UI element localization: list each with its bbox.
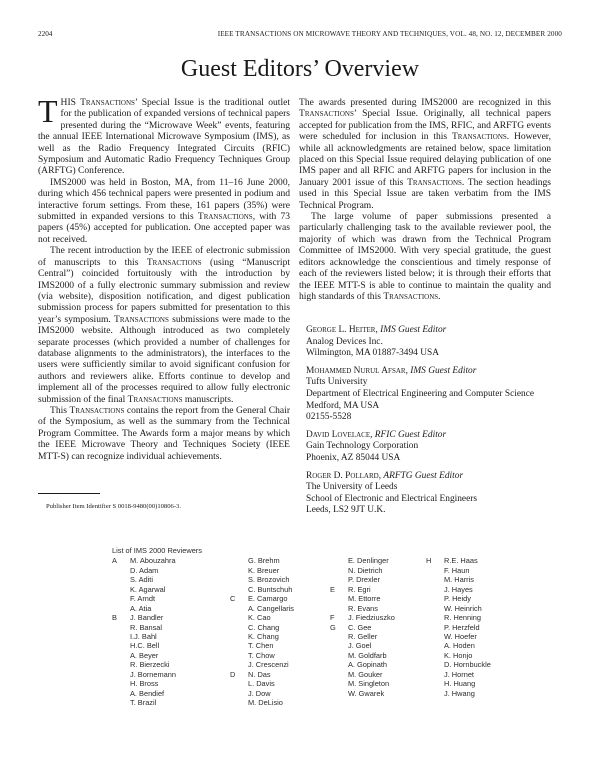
editor-address: Leeds, LS2 9JT U.K.: [306, 505, 386, 516]
reviewers-list: [112, 546, 512, 707]
reviewer-row: [426, 651, 512, 660]
footnote-rule: [38, 493, 100, 494]
editor-address: Medford, MA USA: [306, 400, 380, 411]
reviewer-row: [230, 651, 330, 660]
reviewer-row: [230, 632, 330, 641]
reviewer-row: [230, 670, 330, 679]
reviewer-name: N. Dietrich: [348, 565, 383, 575]
right-column: [299, 97, 551, 302]
reviewer-row: [426, 623, 512, 632]
editor-entry: George L. Heiter, IMS Guest Editor Analog Devices Inc. Wilmington, MA 01887-3494 USA: [306, 325, 566, 360]
reviewer-row: [330, 623, 426, 632]
reviewer-name: J. Hornet: [444, 669, 474, 679]
reviewer-row: [330, 556, 426, 565]
journal-running-title: IEEE TRANSACTIONS ON MICROWAVE THEORY AND TECHNIQUES, VOL. 48, NO. 12, DECEMBER 2000: [217, 30, 562, 38]
reviewer-row: [230, 623, 330, 632]
reviewer-name: M. Singleton: [348, 679, 390, 689]
reviewer-name: K. Chang: [248, 631, 279, 641]
reviewer-row: [426, 670, 512, 679]
reviewer-name: K. Cao: [248, 613, 271, 623]
reviewer-row: [426, 632, 512, 641]
reviewer-row: [112, 575, 230, 584]
reviewer-row: [330, 679, 426, 688]
reviewer-row: [330, 632, 426, 641]
reviewer-row: [112, 566, 230, 575]
reviewer-row: [230, 604, 330, 613]
paragraph-4: This Transactions contains the report from the General Chair of the Symposium, as well as the summary from the Technical Program Committee. The Awards form a major means by which the IEEE Microwave Theory and Techniques Society (IEEE MTT-S) can recognize individual achievements.: [38, 404, 290, 462]
reviewer-index-letter: G: [330, 622, 336, 632]
reviewer-name: A. Beyer: [130, 650, 159, 660]
reviewer-row: [426, 613, 512, 622]
editor-role: ARFTG Guest Editor: [383, 470, 464, 481]
reviewer-name: M. Goldfarb: [348, 650, 387, 660]
reviewer-index-letter: E: [330, 584, 335, 594]
reviewer-name: R.E. Haas: [444, 556, 478, 566]
reviewer-row: [230, 575, 330, 584]
reviewer-name: G. Brehm: [248, 556, 280, 566]
reviewer-name: R. Bierzecki: [130, 660, 170, 670]
editor-name: Roger D. Pollard: [306, 470, 379, 481]
editor-role: IMS Guest Editor: [380, 325, 447, 335]
reviewer-row: [112, 623, 230, 632]
editor-affiliation: The University of Leeds: [306, 482, 398, 493]
reviewer-name: K. Agarwal: [130, 584, 166, 594]
reviewer-name: T. Chen: [248, 641, 274, 651]
editor-department: Department of Electrical Engineering and Computer Science: [306, 388, 535, 399]
reviewer-index-letter: C: [230, 594, 236, 604]
reviewer-name: C. Gee: [348, 622, 372, 632]
reviewer-index-letter: D: [230, 669, 236, 679]
reviewer-row: [112, 641, 230, 650]
reviewer-row: [330, 585, 426, 594]
reviewer-name: H. Bross: [130, 679, 159, 689]
reviewer-row: [330, 689, 426, 698]
paragraph-6: The large volume of paper submissions presented a particularly challenging task to the available reviewer pool, the majority of which was drawn from the Technical Program Committee of IMS2000. With very special gratitude, the guest editors acknowledge the conscientious and timely response of each of the reviewers listed below; it is through their efforts that the IEEE MTT-S is able to continue to maintain the quality and high standards of this Transactions.: [299, 211, 551, 302]
editor-role: IMS Guest Editor: [410, 365, 477, 376]
reviewer-name: R. Henning: [444, 613, 481, 623]
reviewer-row: [230, 679, 330, 688]
editor-address: Wilmington, MA 01887-3494 USA: [306, 348, 439, 359]
reviewer-name: J. Fiedziuszko: [348, 613, 395, 623]
reviewer-row: [330, 604, 426, 613]
reviewer-row: [426, 679, 512, 688]
reviewer-name: M. Abouzahra: [130, 556, 176, 566]
reviewer-row: [230, 566, 330, 575]
reviewer-row: [230, 594, 330, 603]
reviewer-name: I.J. Bahl: [130, 631, 157, 641]
reviewer-name: D. Adam: [130, 565, 159, 575]
editor-department: School of Electronic and Electrical Engineers: [306, 493, 478, 504]
reviewer-name: R. Geller: [348, 631, 378, 641]
reviewer-name: T. Brazil: [130, 698, 157, 708]
reviewer-row: [230, 660, 330, 669]
reviewer-name: T. Chow: [248, 650, 275, 660]
editor-affiliation: Gain Technology Corporation: [306, 441, 419, 452]
editor-affiliation: Tufts University: [306, 377, 368, 388]
reviewer-row: [426, 660, 512, 669]
reviewer-row: [230, 698, 330, 707]
reviewer-index-letter: F: [330, 613, 335, 623]
reviewers-title: List of IMS 2000 Reviewers: [112, 546, 202, 555]
reviewer-name: L. Davis: [248, 679, 275, 689]
reviewer-name: W. Heinrich: [444, 603, 482, 613]
editor-entry: Roger D. Pollard, ARFTG Guest Editor The University of Leeds School of Electronic and Electrical Engineers Leeds, LS2 9JT U.K.: [306, 471, 566, 517]
reviewer-row: [330, 670, 426, 679]
reviewer-name: E. Denlinger: [348, 556, 389, 566]
reviewer-row: [330, 651, 426, 660]
reviewer-row: [230, 556, 330, 565]
reviewer-name: C. Chang: [248, 622, 280, 632]
reviewer-name: C. Buntschuh: [248, 584, 293, 594]
editor-entry: Mohammed Nurul Afsar, IMS Guest Editor Tufts University Department of Electrical Engineering and Computer Science Medford, MA USA 02155-5528: [306, 366, 566, 424]
reviewer-name: E. Camargo: [248, 594, 288, 604]
reviewer-row: [426, 641, 512, 650]
reviewer-name: A. Hoden: [444, 641, 475, 651]
reviewer-name: A. Atia: [130, 603, 152, 613]
reviewer-row: [112, 660, 230, 669]
reviewer-row: [230, 613, 330, 622]
reviewer-row: [426, 585, 512, 594]
editor-address: Phoenix, AZ 85044 USA: [306, 452, 401, 463]
reviewer-name: K. Honjo: [444, 650, 473, 660]
reviewer-name: J. Hwang: [444, 688, 475, 698]
reviewer-row: [112, 556, 230, 565]
reviewer-row: [330, 566, 426, 575]
paragraph-5: The awards presented during IMS2000 are recognized in this Transactions’ Special Issue. Originally, all technical papers accepted for publication from the IMS, RFIC, and ARFTG events were scheduled for inclusion in this Transactions. However, while all acknowledgments are retained below, space limitation placed on this Special Issue required delaying publication of one IMS paper and all RFIC and ARFTG papers for inclusion in the January 2001 issue of this Transactions. The section headings used in this Special Issue are taken verbatim from the IMS Technical Program.: [299, 97, 551, 211]
reviewer-row: [230, 689, 330, 698]
reviewer-row: [330, 594, 426, 603]
editor-name: Mohammed Nurul Afsar: [306, 365, 406, 376]
reviewer-name: A. Bendief: [130, 688, 165, 698]
reviewer-row: [230, 585, 330, 594]
reviewer-name: J. Hayes: [444, 584, 473, 594]
reviewer-name: M. Gouker: [348, 669, 383, 679]
paragraph-3: The recent introduction by the IEEE of electronic submission of manuscripts to this Transactions (using “Manuscript Central”) coincided fortuitously with the introduction by IMS2000 of a fully electronic summary submission and review (via website), disposition notification, and digest publication submission process for papers submitted for presentation to this year’s symposium. Transactions submissions were made to the IMS2000 website. Although introduced as two completely separate processes (which provided a number of challenges for database alignments to the administrators), the interfaces to the users were sufficiently similar to avoid significant confusion for authors and reviewers alike. Efforts continue to develop and implement all of the processes required to allow fully electronic submission of the final Transactions manuscripts.: [38, 245, 291, 405]
reviewer-name: M. DeLisio: [248, 698, 283, 708]
reviewer-name: P. Drexler: [348, 575, 380, 585]
reviewer-name: M. Ettorre: [348, 594, 381, 604]
reviewer-row: [112, 585, 230, 594]
reviewer-name: D. Hornbuckle: [444, 660, 491, 670]
reviewer-name: J. Dow: [248, 688, 271, 698]
reviewer-name: R. Evans: [348, 603, 378, 613]
reviewers-columns: [112, 556, 512, 707]
reviewer-index-letter: A: [112, 556, 117, 566]
article-title: Guest Editors’ Overview: [180, 56, 420, 82]
reviewer-row: [426, 604, 512, 613]
editor-affiliation: Analog Devices Inc.: [306, 336, 383, 347]
guest-editors-block: [306, 325, 566, 523]
reviewers-column: [230, 556, 330, 707]
reviewer-name: W. Hoefer: [444, 631, 477, 641]
reviewer-name: P. Herzfeld: [444, 622, 480, 632]
footnote: Publisher Item Identifier S 0018-9480(00)10806-3.: [46, 503, 181, 510]
reviewer-name: N. Das: [248, 669, 271, 679]
reviewer-index-letter: H: [426, 556, 432, 566]
reviewer-name: J. Bornemann: [130, 669, 177, 679]
reviewer-name: F. Arndt: [130, 594, 156, 604]
left-column: [38, 93, 291, 462]
reviewers-column: [330, 556, 426, 707]
page-number: 2204: [38, 30, 53, 38]
editor-name: David Lovelace: [306, 429, 371, 440]
reviewer-row: [426, 689, 512, 698]
reviewer-row: [112, 594, 230, 603]
reviewer-name: H. Huang: [444, 679, 476, 689]
reviewer-row: [112, 613, 230, 622]
reviewer-row: [426, 566, 512, 575]
reviewer-name: J. Goel: [348, 641, 372, 651]
reviewer-name: S. Brozovich: [248, 575, 290, 585]
reviewer-row: [330, 575, 426, 584]
reviewer-row: [112, 698, 230, 707]
reviewer-name: R. Bansal: [130, 622, 163, 632]
reviewer-name: M. Harris: [444, 575, 474, 585]
reviewer-name: H.C. Bell: [130, 641, 160, 651]
reviewer-row: [330, 613, 426, 622]
reviewer-row: [112, 632, 230, 641]
editor-entry: David Lovelace, RFIC Guest Editor Gain Technology Corporation Phoenix, AZ 85044 USA: [306, 430, 566, 465]
reviewer-name: R. Egri: [348, 584, 371, 594]
editor-role: RFIC Guest Editor: [374, 429, 447, 440]
paragraph-1: THIS Transactions’ Special Issue is the traditional outlet for the publication of expanded versions of technical papers presented during the “Microwave Week” events, featuring the annual IEEE International Microwave Symposium (IMS), as well as the Radio Frequency Integrated Circuits (RFIC) Symposium and Automatic Radio Frequency Techniques Group (ARFTG) Conference.: [38, 93, 290, 177]
reviewer-name: F. Haun: [444, 565, 470, 575]
reviewer-row: [112, 679, 230, 688]
reviewer-name: W. Gwarek: [348, 688, 385, 698]
reviewer-row: [426, 594, 512, 603]
editor-postcode: 02155-5528: [306, 412, 352, 423]
reviewer-row: [112, 670, 230, 679]
reviewer-row: [330, 660, 426, 669]
reviewer-row: [112, 651, 230, 660]
reviewer-row: [112, 604, 230, 613]
reviewer-name: K. Breuer: [248, 565, 280, 575]
reviewer-row: [426, 556, 512, 565]
reviewer-name: J. Bandler: [130, 613, 164, 623]
reviewer-name: S. Aditi: [130, 575, 154, 585]
paragraph-2: IMS2000 was held in Boston, MA, from 11–16 June 2000, during which 456 technical papers were presented in podium and interactive forum settings. From these, 161 papers (35%) were submitted in expanded versions to this Transactions, with 73 papers (45%) accepted for publication. One accepted paper was not received.: [38, 176, 290, 245]
reviewer-row: [230, 641, 330, 650]
reviewer-row: [112, 689, 230, 698]
reviewers-column: [426, 556, 512, 707]
reviewer-index-letter: B: [112, 613, 117, 623]
reviewer-name: J. Crescenzi: [248, 660, 289, 670]
reviewer-name: A. Gopinath: [348, 660, 388, 670]
reviewer-row: [426, 575, 512, 584]
reviewer-row: [330, 641, 426, 650]
reviewer-name: P. Heidy: [444, 594, 471, 604]
editor-name: George L. Heiter: [306, 325, 376, 335]
reviewers-column: [112, 556, 230, 707]
drop-cap: T: [38, 93, 58, 129]
reviewer-name: A. Cangellaris: [248, 603, 295, 613]
